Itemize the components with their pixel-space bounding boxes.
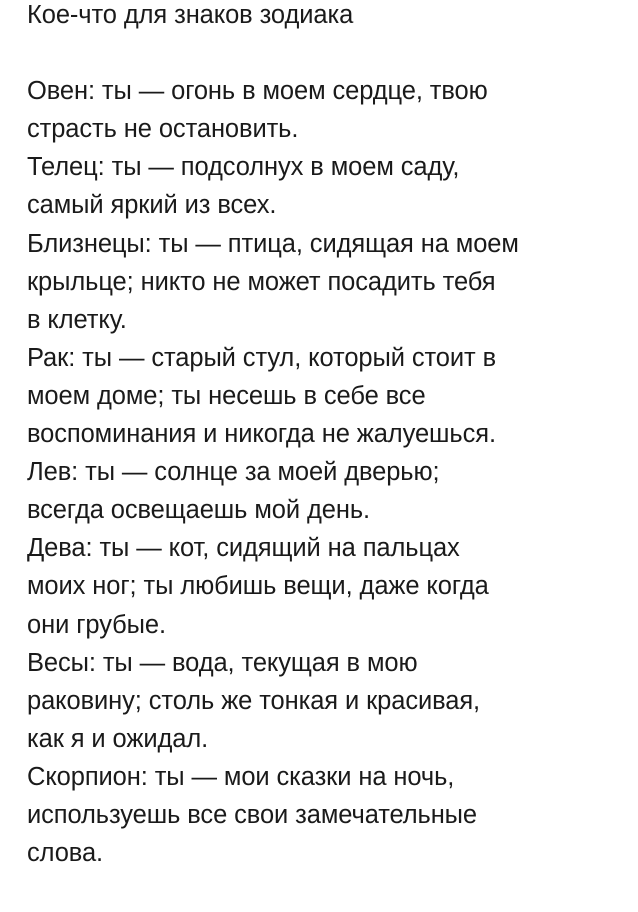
note-title: Кое-что для знаков зодиака [27, 1, 354, 29]
virgo-line-1: Дева: ты — кот, сидящий на пальцах [27, 534, 460, 563]
libra-line-1: Весы: ты — вода, текущая в мою [27, 648, 418, 677]
taurus-line-1: Телец: ты — подсолнух в моем саду, [27, 153, 460, 182]
note-body[interactable] [27, 0, 627, 872]
scorpio-line-1: Скорпион: ты — мои сказки на ночь, [27, 762, 455, 791]
leo-line-1: Лев: ты — солнце за моей дверью; [27, 458, 440, 487]
cancer-line-2: моем доме; ты несешь в себе все [27, 381, 426, 410]
aries-line-2: страсть не остановить. [27, 115, 299, 144]
leo-line-2: всегда освещаешь мой день. [27, 496, 370, 525]
cancer-line-3: воспоминания и никогда не жалуешься. [27, 420, 496, 449]
aries-line-1: Овен: ты — огонь в моем сердце, твою [27, 77, 488, 106]
virgo-line-3: они грубые. [27, 610, 166, 639]
scorpio-line-3: слова. [27, 839, 104, 868]
gemini-line-2: крыльце; никто не может посадить тебя [27, 267, 496, 296]
gemini-line-3: в клетку. [27, 305, 127, 334]
libra-line-2: раковину; столь же тонкая и красивая, [27, 686, 481, 715]
scorpio-line-2: используешь все свои замечательные [27, 800, 477, 829]
blank-line [27, 34, 627, 72]
taurus-line-2: самый яркий из всех. [27, 191, 277, 220]
libra-line-3: как я и ожидал. [27, 724, 209, 753]
virgo-line-2: моих ног; ты любишь вещи, даже когда [27, 572, 489, 601]
gemini-line-1: Близнецы: ты — птица, сидящая на моем [27, 229, 519, 258]
cancer-line-1: Рак: ты — старый стул, который стоит в [27, 343, 497, 372]
